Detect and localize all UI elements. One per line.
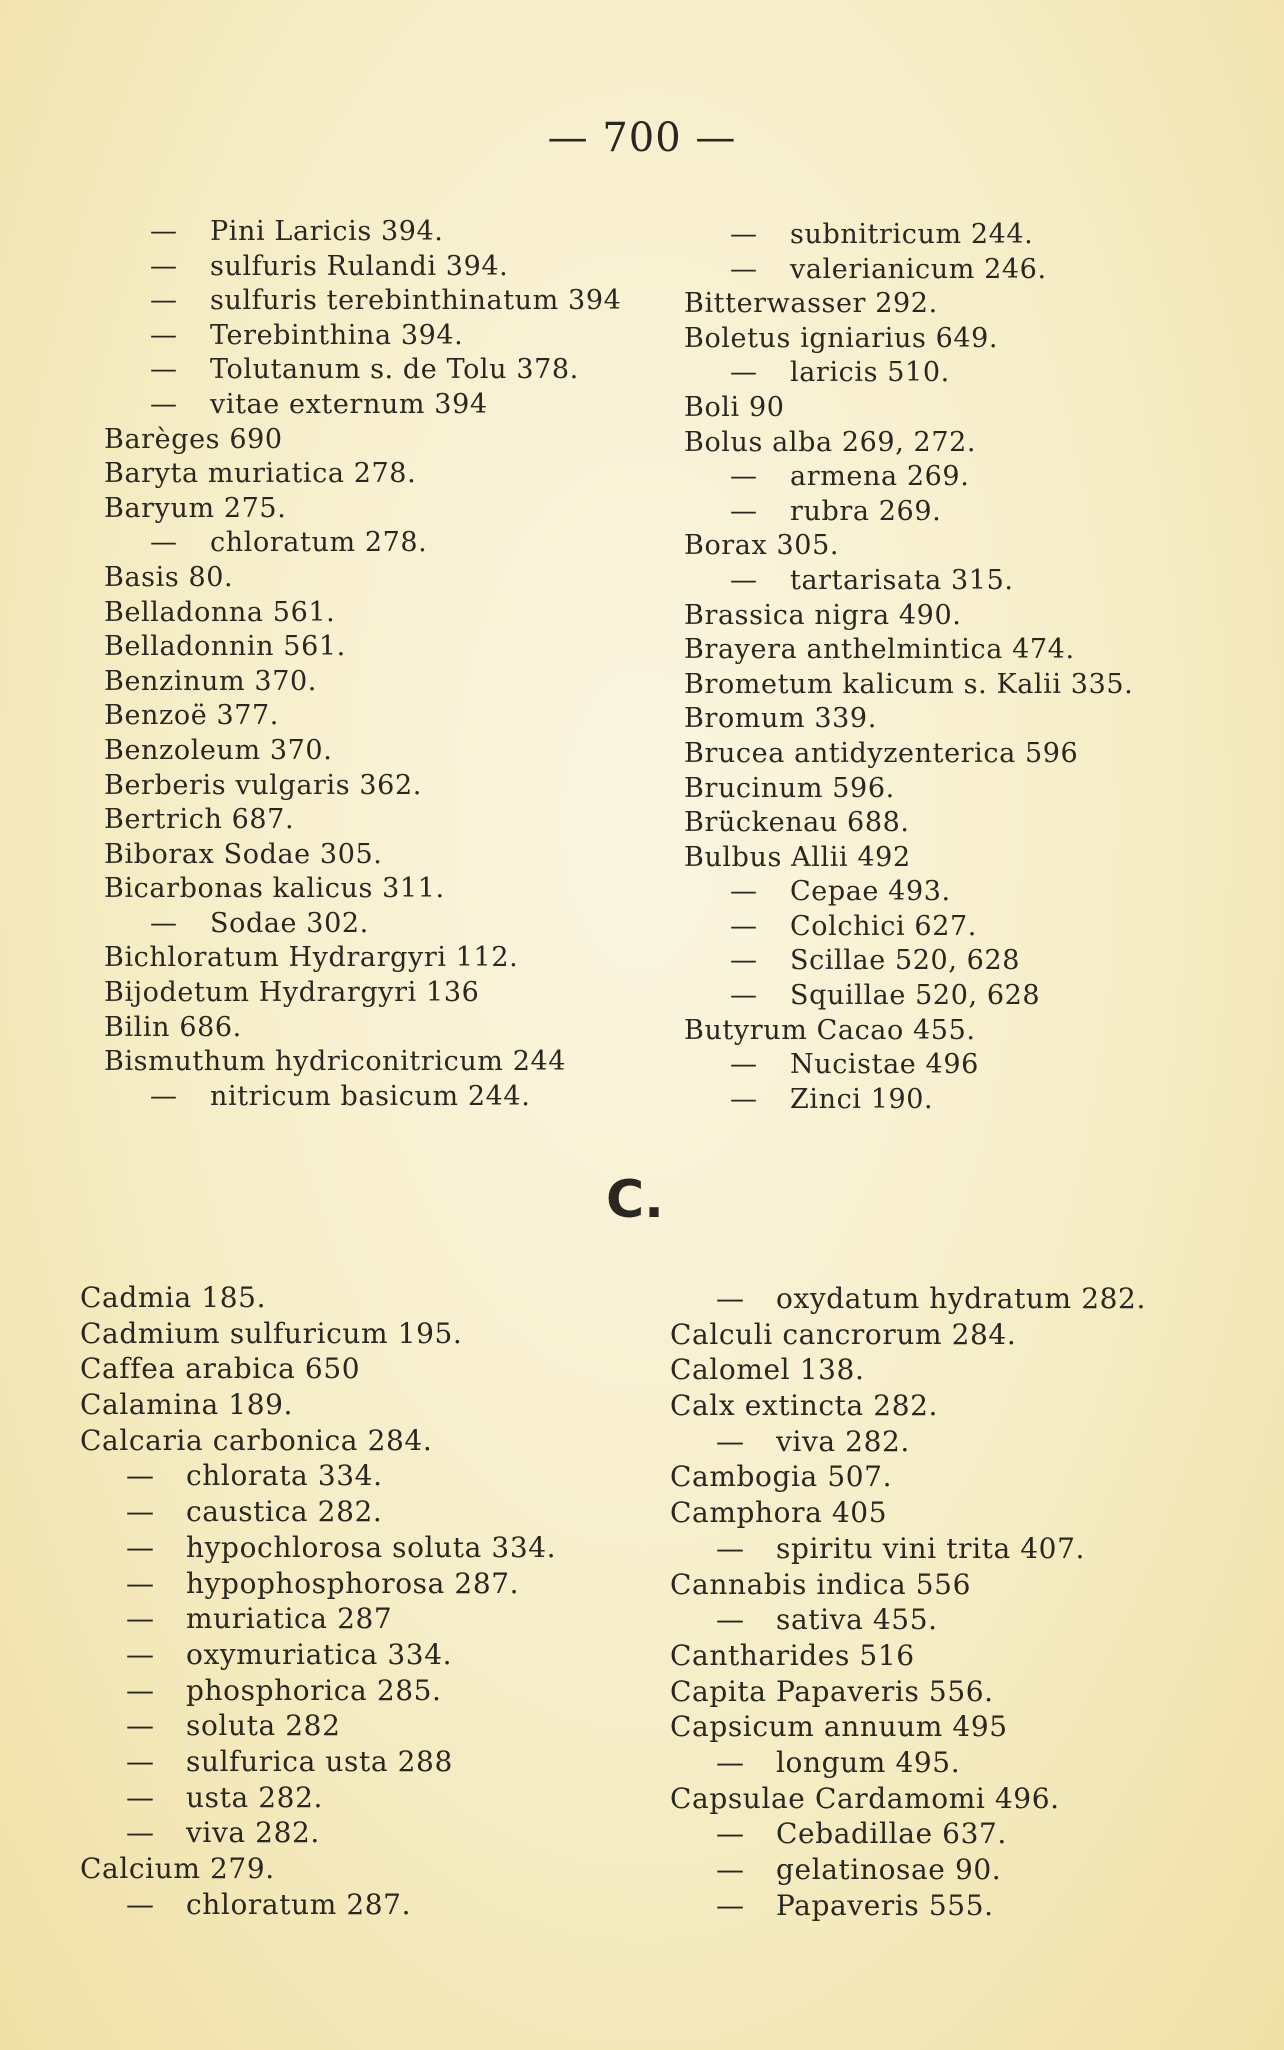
index-entry-text: muriatica 287 bbox=[186, 1602, 393, 1636]
index-entry-text: caustica 282. bbox=[186, 1495, 383, 1529]
index-entry bbox=[670, 1317, 1146, 1353]
index-entry bbox=[104, 941, 621, 976]
ditto-dash: — bbox=[150, 319, 178, 351]
index-entry bbox=[104, 250, 621, 285]
index-entry-text: Cannabis indica 556 bbox=[670, 1567, 972, 1601]
ditto-dash: — bbox=[730, 495, 758, 527]
ditto-dash: — bbox=[126, 1530, 155, 1564]
index-entry-text: Zinci 190. bbox=[790, 1083, 934, 1115]
index-entry-text: Bolus alba 269, 272. bbox=[684, 426, 977, 458]
index-entry-text: armena 269. bbox=[790, 461, 970, 493]
index-entry bbox=[684, 1014, 1133, 1049]
index-entry bbox=[670, 1531, 1146, 1567]
index-entry-text: Brometum kalicum s. Kalii 335. bbox=[684, 668, 1134, 700]
index-entry-text: Bismuthum hydriconitricum 244 bbox=[104, 1046, 567, 1078]
index-entry-text: gelatinosae 90. bbox=[776, 1853, 1002, 1886]
index-entry-text: Baryta muriatica 278. bbox=[104, 458, 417, 490]
index-entry bbox=[670, 1745, 1146, 1781]
ditto-dash: — bbox=[730, 980, 758, 1012]
ditto-dash: — bbox=[730, 219, 758, 250]
index-entry-text: phosphorica 285. bbox=[186, 1673, 442, 1707]
index-entry bbox=[104, 561, 621, 596]
index-entry-text: Biborax Sodae 305. bbox=[104, 838, 383, 870]
index-entry bbox=[80, 1744, 556, 1780]
index-entry bbox=[684, 841, 1133, 876]
index-entry bbox=[684, 599, 1133, 634]
index-entry bbox=[670, 1852, 1146, 1888]
index-entry bbox=[684, 875, 1133, 910]
index-entry bbox=[684, 253, 1133, 288]
ditto-dash: — bbox=[716, 1745, 745, 1779]
index-entry bbox=[80, 1887, 556, 1923]
index-entry bbox=[104, 596, 621, 631]
ditto-dash: — bbox=[150, 250, 178, 282]
index-entry-text: Belladonnin 561. bbox=[104, 631, 346, 663]
index-entry bbox=[670, 1388, 1146, 1424]
index-entry-text: Bijodetum Hydrargyri 136 bbox=[104, 977, 480, 1009]
index-entry bbox=[670, 1352, 1146, 1388]
index-entry-text: Cadmium sulfuricum 195. bbox=[80, 1316, 463, 1350]
ditto-dash: — bbox=[126, 1887, 155, 1921]
index-entry bbox=[670, 1781, 1146, 1817]
ditto-dash: — bbox=[730, 461, 758, 493]
ditto-dash: — bbox=[150, 216, 178, 247]
index-entry-text: Pini Laricis 394. bbox=[210, 216, 444, 247]
index-entry bbox=[80, 1458, 556, 1494]
ditto-dash: — bbox=[150, 907, 178, 939]
index-entry-text: Nucistae 496 bbox=[790, 1049, 979, 1081]
ditto-dash: — bbox=[126, 1566, 155, 1600]
index-entry bbox=[80, 1423, 556, 1459]
index-entry bbox=[684, 460, 1133, 495]
index-entry bbox=[684, 287, 1133, 322]
index-entry bbox=[80, 1494, 556, 1530]
index-entry-text: nitricum basicum 244. bbox=[210, 1080, 531, 1112]
index-entry-text: Basis 80. bbox=[104, 561, 234, 593]
index-entry-text: Bichloratum Hydrargyri 112. bbox=[104, 942, 519, 974]
index-entry-text: sulfuris Rulandi 394. bbox=[210, 250, 509, 282]
index-entry-text: Terebinthina 394. bbox=[210, 319, 464, 351]
index-entry bbox=[80, 1815, 556, 1851]
index-entry bbox=[80, 1316, 556, 1352]
index-entry-text: soluta 282 bbox=[186, 1709, 341, 1743]
ditto-dash: — bbox=[716, 1853, 745, 1886]
index-entry-text: subnitricum 244. bbox=[790, 219, 1034, 250]
index-entry bbox=[80, 1387, 556, 1423]
index-entry bbox=[684, 356, 1133, 391]
index-entry bbox=[104, 353, 621, 388]
index-entry bbox=[684, 495, 1133, 530]
index-column-c-right bbox=[670, 1281, 1146, 1923]
index-entry bbox=[670, 1567, 1146, 1603]
index-entry-text: Capsicum annuum 495 bbox=[670, 1710, 1008, 1744]
index-entry bbox=[104, 907, 621, 942]
index-entry bbox=[104, 215, 621, 250]
index-entry-text: Bertrich 687. bbox=[104, 804, 295, 836]
ditto-dash: — bbox=[716, 1531, 745, 1565]
index-entry-text: Camphora 405 bbox=[670, 1496, 888, 1530]
ditto-dash: — bbox=[126, 1459, 155, 1493]
index-entry-text: rubra 269. bbox=[790, 495, 942, 527]
index-column-c-left bbox=[80, 1280, 556, 1922]
index-entry-text: laricis 510. bbox=[790, 357, 950, 389]
index-entry bbox=[104, 734, 621, 769]
ditto-dash: — bbox=[126, 1744, 155, 1778]
ditto-dash: — bbox=[150, 527, 178, 559]
index-entry-text: Baryum 275. bbox=[104, 492, 287, 524]
index-entry-text: chloratum 278. bbox=[210, 527, 428, 559]
index-entry-text: Colchici 627. bbox=[790, 910, 977, 942]
index-entry-text: viva 282. bbox=[186, 1816, 320, 1850]
index-entry-text: Berberis vulgaris 362. bbox=[104, 769, 422, 801]
index-entry-text: sulfurica usta 288 bbox=[186, 1744, 453, 1778]
index-entry bbox=[684, 737, 1133, 772]
index-entry-text: Cebadillae 637. bbox=[776, 1817, 1007, 1851]
index-entry-text: Bitterwasser 292. bbox=[684, 288, 938, 320]
index-entry bbox=[670, 1495, 1146, 1531]
index-entry-text: oxydatum hydratum 282. bbox=[776, 1282, 1146, 1315]
index-entry bbox=[684, 668, 1133, 703]
index-entry bbox=[684, 979, 1133, 1014]
index-entry-text: valerianicum 246. bbox=[790, 253, 1047, 285]
ditto-dash: — bbox=[716, 1282, 745, 1315]
index-entry-text: Calculi cancrorum 284. bbox=[670, 1317, 1017, 1351]
index-entry bbox=[80, 1566, 556, 1602]
index-entry-text: Bulbus Allii 492 bbox=[684, 841, 911, 873]
index-entry-text: Caffea arabica 650 bbox=[80, 1352, 361, 1386]
index-entry bbox=[670, 1424, 1146, 1460]
index-entry bbox=[104, 1045, 621, 1080]
index-entry-text: Calx extincta 282. bbox=[670, 1389, 939, 1423]
page-number: — 700 — bbox=[547, 115, 737, 161]
index-entry-text: Borax 305. bbox=[684, 530, 840, 562]
index-entry-text: vitae externum 394 bbox=[210, 388, 488, 420]
index-entry bbox=[684, 1048, 1133, 1083]
ditto-dash: — bbox=[730, 945, 758, 977]
index-entry bbox=[104, 457, 621, 492]
index-entry bbox=[684, 772, 1133, 807]
index-entry-text: Benzinum 370. bbox=[104, 665, 317, 697]
index-entry-text: Calomel 138. bbox=[670, 1353, 865, 1387]
index-entry-text: Scillae 520, 628 bbox=[790, 945, 1021, 977]
ditto-dash: — bbox=[730, 1049, 758, 1081]
index-entry bbox=[684, 1083, 1133, 1118]
ditto-dash: — bbox=[126, 1637, 155, 1671]
ditto-dash: — bbox=[730, 253, 758, 285]
index-entry bbox=[684, 426, 1133, 461]
index-entry bbox=[104, 976, 621, 1011]
index-entry bbox=[670, 1674, 1146, 1710]
index-entry bbox=[104, 803, 621, 838]
index-entry-text: Brückenau 688. bbox=[684, 807, 910, 839]
index-entry-text: longum 495. bbox=[776, 1745, 961, 1779]
index-entry-text: Tolutanum s. de Tolu 378. bbox=[210, 354, 579, 386]
index-entry-text: Boli 90 bbox=[684, 391, 785, 423]
index-entry bbox=[80, 1637, 556, 1673]
index-entry bbox=[104, 1011, 621, 1046]
index-entry bbox=[80, 1351, 556, 1387]
ditto-dash: — bbox=[126, 1780, 155, 1814]
index-entry bbox=[80, 1530, 556, 1566]
index-entry bbox=[684, 910, 1133, 945]
index-entry bbox=[80, 1780, 556, 1816]
index-entry-text: Boletus igniarius 649. bbox=[684, 322, 999, 354]
index-entry-text: Brucinum 596. bbox=[684, 772, 895, 804]
index-entry-text: Bicarbonas kalicus 311. bbox=[104, 873, 445, 905]
ditto-dash: — bbox=[150, 388, 178, 420]
index-entry bbox=[684, 944, 1133, 979]
index-entry bbox=[684, 218, 1133, 253]
index-entry bbox=[684, 633, 1133, 668]
index-entry bbox=[670, 1638, 1146, 1674]
index-entry bbox=[670, 1888, 1146, 1924]
index-entry bbox=[104, 838, 621, 873]
index-entry-text: Cepae 493. bbox=[790, 876, 951, 908]
index-entry bbox=[684, 702, 1133, 737]
index-entry-text: Squillae 520, 628 bbox=[790, 980, 1041, 1012]
ditto-dash: — bbox=[126, 1816, 155, 1850]
section-letter-c: C. bbox=[606, 1170, 664, 1230]
index-entry bbox=[104, 699, 621, 734]
ditto-dash: — bbox=[730, 910, 758, 942]
ditto-dash: — bbox=[716, 1817, 745, 1851]
index-entry bbox=[684, 529, 1133, 564]
index-entry-text: spiritu vini trita 407. bbox=[776, 1531, 1086, 1565]
ditto-dash: — bbox=[126, 1495, 155, 1529]
index-column-b-right bbox=[684, 218, 1133, 1117]
index-entry-text: Butyrum Cacao 455. bbox=[684, 1014, 976, 1046]
index-entry bbox=[104, 492, 621, 527]
index-entry-text: Calamina 189. bbox=[80, 1388, 294, 1422]
index-entry-text: Papaveris 555. bbox=[776, 1888, 994, 1922]
index-entry-text: Capsulae Cardamomi 496. bbox=[670, 1781, 1060, 1815]
index-entry-text: Belladonna 561. bbox=[104, 596, 336, 628]
index-entry-text: Cantharides 516 bbox=[670, 1638, 915, 1672]
index-entry-text: tartarisata 315. bbox=[790, 564, 1014, 596]
index-entry bbox=[684, 391, 1133, 426]
index-entry-text: Sodae 302. bbox=[210, 907, 369, 939]
index-entry-text: Capita Papaveris 556. bbox=[670, 1674, 994, 1708]
index-entry-text: Barèges 690 bbox=[104, 423, 283, 455]
ditto-dash: — bbox=[150, 285, 178, 317]
index-entry-text: chloratum 287. bbox=[186, 1887, 412, 1921]
ditto-dash: — bbox=[126, 1673, 155, 1707]
ditto-dash: — bbox=[150, 354, 178, 386]
index-entry bbox=[104, 665, 621, 700]
index-entry-text: sulfuris terebinthinatum 394 bbox=[210, 285, 622, 317]
index-entry bbox=[104, 526, 621, 561]
index-entry-text: Benzoleum 370. bbox=[104, 734, 333, 766]
index-entry bbox=[670, 1459, 1146, 1495]
index-entry bbox=[80, 1708, 556, 1744]
index-entry bbox=[684, 806, 1133, 841]
ditto-dash: — bbox=[716, 1603, 745, 1637]
index-entry-text: Brayera anthelmintica 474. bbox=[684, 634, 1075, 666]
index-entry bbox=[684, 322, 1133, 357]
index-entry-text: Brucea antidyzenterica 596 bbox=[684, 737, 1079, 769]
index-entry bbox=[80, 1673, 556, 1709]
index-entry bbox=[80, 1280, 556, 1316]
index-entry-text: Bromum 339. bbox=[684, 703, 877, 735]
ditto-dash: — bbox=[730, 876, 758, 908]
index-entry-text: oxymuriatica 334. bbox=[186, 1637, 453, 1671]
index-column-b-left bbox=[104, 215, 621, 1114]
index-entry bbox=[104, 319, 621, 354]
index-entry-text: Bilin 686. bbox=[104, 1011, 242, 1043]
index-entry bbox=[670, 1281, 1146, 1317]
index-entry-text: usta 282. bbox=[186, 1780, 323, 1814]
ditto-dash: — bbox=[126, 1602, 155, 1636]
ditto-dash: — bbox=[126, 1709, 155, 1743]
index-entry-text: chlorata 334. bbox=[186, 1459, 383, 1493]
index-entry bbox=[104, 769, 621, 804]
index-entry bbox=[104, 423, 621, 458]
index-entry bbox=[670, 1602, 1146, 1638]
ditto-dash: — bbox=[730, 1083, 758, 1115]
index-entry bbox=[104, 872, 621, 907]
index-entry-text: Calcaria carbonica 284. bbox=[80, 1423, 433, 1457]
ditto-dash: — bbox=[730, 357, 758, 389]
ditto-dash: — bbox=[716, 1888, 745, 1922]
index-entry-text: hypochlorosa soluta 334. bbox=[186, 1530, 557, 1564]
index-entry-text: hypophosphorosa 287. bbox=[186, 1566, 520, 1600]
index-entry bbox=[80, 1851, 556, 1887]
index-entry-text: Brassica nigra 490. bbox=[684, 599, 962, 631]
ditto-dash: — bbox=[150, 1080, 178, 1112]
ditto-dash: — bbox=[730, 564, 758, 596]
index-entry bbox=[104, 284, 621, 319]
index-entry-text: sativa 455. bbox=[776, 1603, 938, 1637]
index-entry-text: Cambogia 507. bbox=[670, 1460, 893, 1494]
index-entry bbox=[104, 388, 621, 423]
ditto-dash: — bbox=[716, 1424, 745, 1458]
index-entry-text: Cadmia 185. bbox=[80, 1281, 267, 1314]
index-entry-text: viva 282. bbox=[776, 1424, 910, 1458]
index-entry bbox=[670, 1816, 1146, 1852]
index-entry bbox=[104, 1080, 621, 1115]
index-entry bbox=[80, 1601, 556, 1637]
index-entry bbox=[684, 564, 1133, 599]
index-entry bbox=[670, 1709, 1146, 1745]
index-entry bbox=[104, 630, 621, 665]
index-entry-text: Calcium 279. bbox=[80, 1852, 275, 1885]
index-entry-text: Benzoë 377. bbox=[104, 700, 279, 732]
